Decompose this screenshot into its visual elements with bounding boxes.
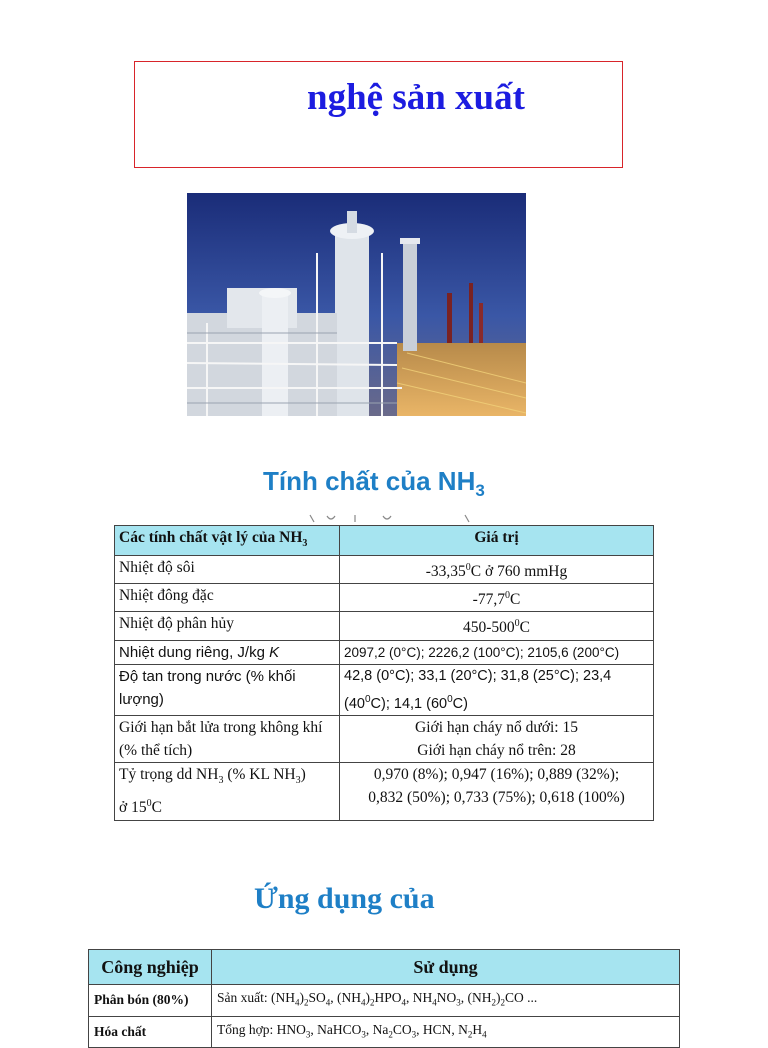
applications-header-right: Sử dụng xyxy=(212,950,680,985)
table-row xyxy=(115,640,654,664)
table-row xyxy=(115,716,654,763)
table-row xyxy=(115,612,654,640)
properties-header-left: Các tính chất vật lý của $NH_3$ xyxy=(115,526,340,556)
applications-table-wrap xyxy=(88,949,682,1040)
refinery-photo xyxy=(187,193,526,416)
cell-value: $450-500^0C$ xyxy=(340,612,654,640)
cell-label: Giới hạn bắt lửa trong không khí (% thể tích) xyxy=(115,716,340,763)
section-heading-properties: Tính chất của $NH_3$ xyxy=(263,466,485,500)
cell-value: -77,7$^0$C xyxy=(340,584,654,612)
cell-label: Nhiệt đông đặc xyxy=(115,584,340,612)
cell-label: Phân bón (80%) xyxy=(89,985,212,1017)
cell-value: Giới hạn cháy nổ dưới: 15 Giới hạn cháy nổ trên: 28 xyxy=(340,716,654,763)
cell-value: Tổng hợp: $HNO_3$, NaHCO$_3$, $Na_2CO_3$, HCN, $N_2H_4$ xyxy=(212,1016,680,1048)
cell-value: 42,8 (0°C); 33,1 (20°C); 31,8 (25°C); 23,4 $(40^0C)$; 14,1 $(60^0C)$ xyxy=(340,664,654,716)
table-row xyxy=(115,556,654,584)
cell-value: 2097,2 (0°C); 2226,2 (100°C); 2105,6 (200°C) xyxy=(340,640,654,664)
table-row xyxy=(89,1016,680,1048)
cell-label: Tỷ trọng dd $NH_3$ (% KL $NH_3$) ở $15^0C$ xyxy=(115,763,340,820)
applications-table xyxy=(88,949,680,1048)
cell-value: Sản xuất: $(NH_4)_2SO_4$, $(NH_4)_2HPO_4$, $NH_4NO_3$, $(NH_2)_2CO$ ... xyxy=(212,985,680,1017)
faded-text-fragment xyxy=(305,513,475,523)
cell-value: 0,970 (8%); 0,947 (16%); 0,889 (32%); 0,832 (50%); 0,733 (75%); 0,618 (100%) xyxy=(340,763,654,820)
applications-header-left: Công nghiệp xyxy=(89,950,212,985)
cell-label: Hóa chất xyxy=(89,1016,212,1048)
cell-label: Nhiệt độ phân hủy xyxy=(115,612,340,640)
cell-label: Nhiệt dung riêng, J/kg K xyxy=(115,640,340,664)
cell-label: Độ tan trong nước (% khối lượng) xyxy=(115,664,340,716)
section-heading-applications: Ứng dụng của xyxy=(254,882,435,915)
table-row xyxy=(89,985,680,1017)
cell-value: -33,35$^0$C ở 760 mmHg xyxy=(340,556,654,584)
table-row xyxy=(115,584,654,612)
properties-header-right: Giá trị xyxy=(340,526,654,556)
properties-table xyxy=(114,525,654,821)
table-header-row xyxy=(115,526,654,556)
table-row xyxy=(115,763,654,820)
table-header-row xyxy=(89,950,680,985)
title-box xyxy=(134,61,623,168)
cell-label: Nhiệt độ sôi xyxy=(115,556,340,584)
table-row xyxy=(115,664,654,716)
page-title: nghệ sản xuất xyxy=(307,77,525,118)
